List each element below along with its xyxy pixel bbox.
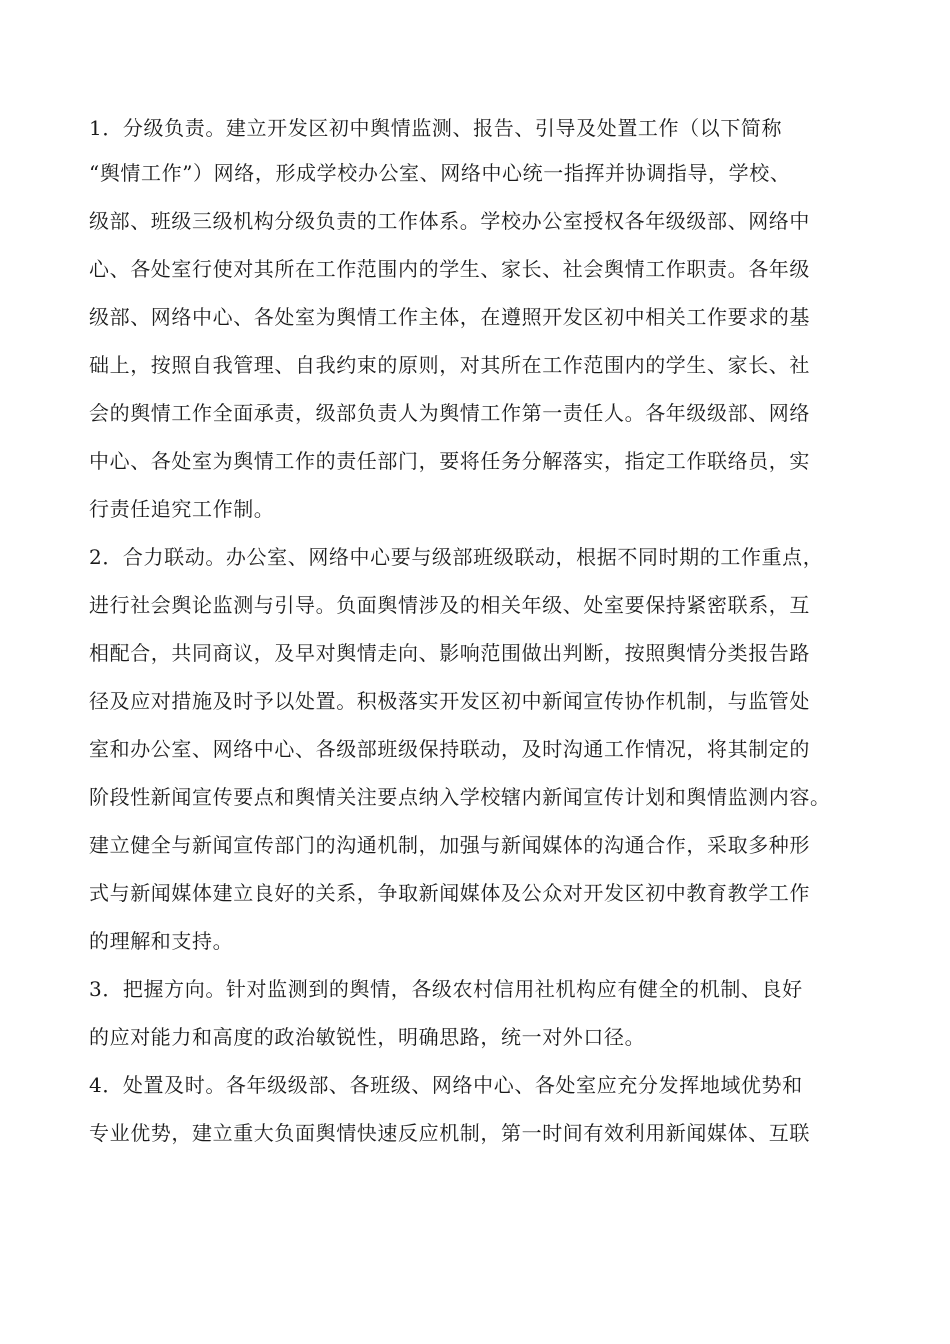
text-line: 的理解和支持。 xyxy=(89,929,234,953)
text-line: 行责任追究工作制。 xyxy=(89,497,275,521)
text-line: 4．处置及时。各年级级部、各班级、网络中心、各处室应充分发挥地域优势和 xyxy=(89,1073,803,1097)
text-line: 中心、各处室为舆情工作的责任部门，要将任务分解落实，指定工作联络员，实 xyxy=(89,449,810,473)
text-line: 3．把握方向。针对监测到的舆情，各级农村信用社机构应有健全的机制、良好 xyxy=(89,977,803,1001)
text-line: 式与新闻媒体建立良好的关系，争取新闻媒体及公众对开发区初中教育教学工作 xyxy=(89,881,810,905)
text-line: 级部、班级三级机构分级负责的工作体系。学校办公室授权各年级级部、网络中 xyxy=(89,209,810,233)
text-line: “舆情工作”）网络，形成学校办公室、网络中心统一指挥并协调指导，学校、 xyxy=(89,161,791,185)
text-line: 径及应对措施及时予以处置。积极落实开发区初中新闻宣传协作机制，与监管处 xyxy=(89,689,810,713)
text-line: 心、各处室行使对其所在工作范围内的学生、家长、社会舆情工作职责。各年级 xyxy=(89,257,810,281)
text-line: 级部、网络中心、各处室为舆情工作主体，在遵照开发区初中相关工作要求的基 xyxy=(89,305,810,329)
text-line: 进行社会舆论监测与引导。负面舆情涉及的相关年级、处室要保持紧密联系，互 xyxy=(89,593,810,617)
text-line: 建立健全与新闻宣传部门的沟通机制，加强与新闻媒体的沟通合作，采取多种形 xyxy=(89,833,810,857)
text-line: 的应对能力和高度的政治敏锐性，明确思路，统一对外口径。 xyxy=(89,1025,646,1049)
text-line: 2．合力联动。办公室、网络中心要与级部班级联动，根据不同时期的工作重点， xyxy=(89,545,824,569)
text-line: 会的舆情工作全面承责，级部负责人为舆情工作第一责任人。各年级级部、网络 xyxy=(89,401,810,425)
text-line: 专业优势，建立重大负面舆情快速反应机制，第一时间有效利用新闻媒体、互联 xyxy=(89,1121,810,1145)
text-line: 础上，按照自我管理、自我约束的原则，对其所在工作范围内的学生、家长、社 xyxy=(89,353,810,377)
text-line: 相配合，共同商议，及早对舆情走向、影响范围做出判断，按照舆情分类报告路 xyxy=(89,641,810,665)
text-line: 阶段性新闻宣传要点和舆情关注要点纳入学校辖内新闻宣传计划和舆情监测内容。 xyxy=(89,785,831,809)
text-line: 室和办公室、网络中心、各级部班级保持联动，及时沟通工作情况，将其制定的 xyxy=(89,737,810,761)
text-line: 1．分级负责。建立开发区初中舆情监测、报告、引导及处置工作（以下简称 xyxy=(89,116,783,140)
